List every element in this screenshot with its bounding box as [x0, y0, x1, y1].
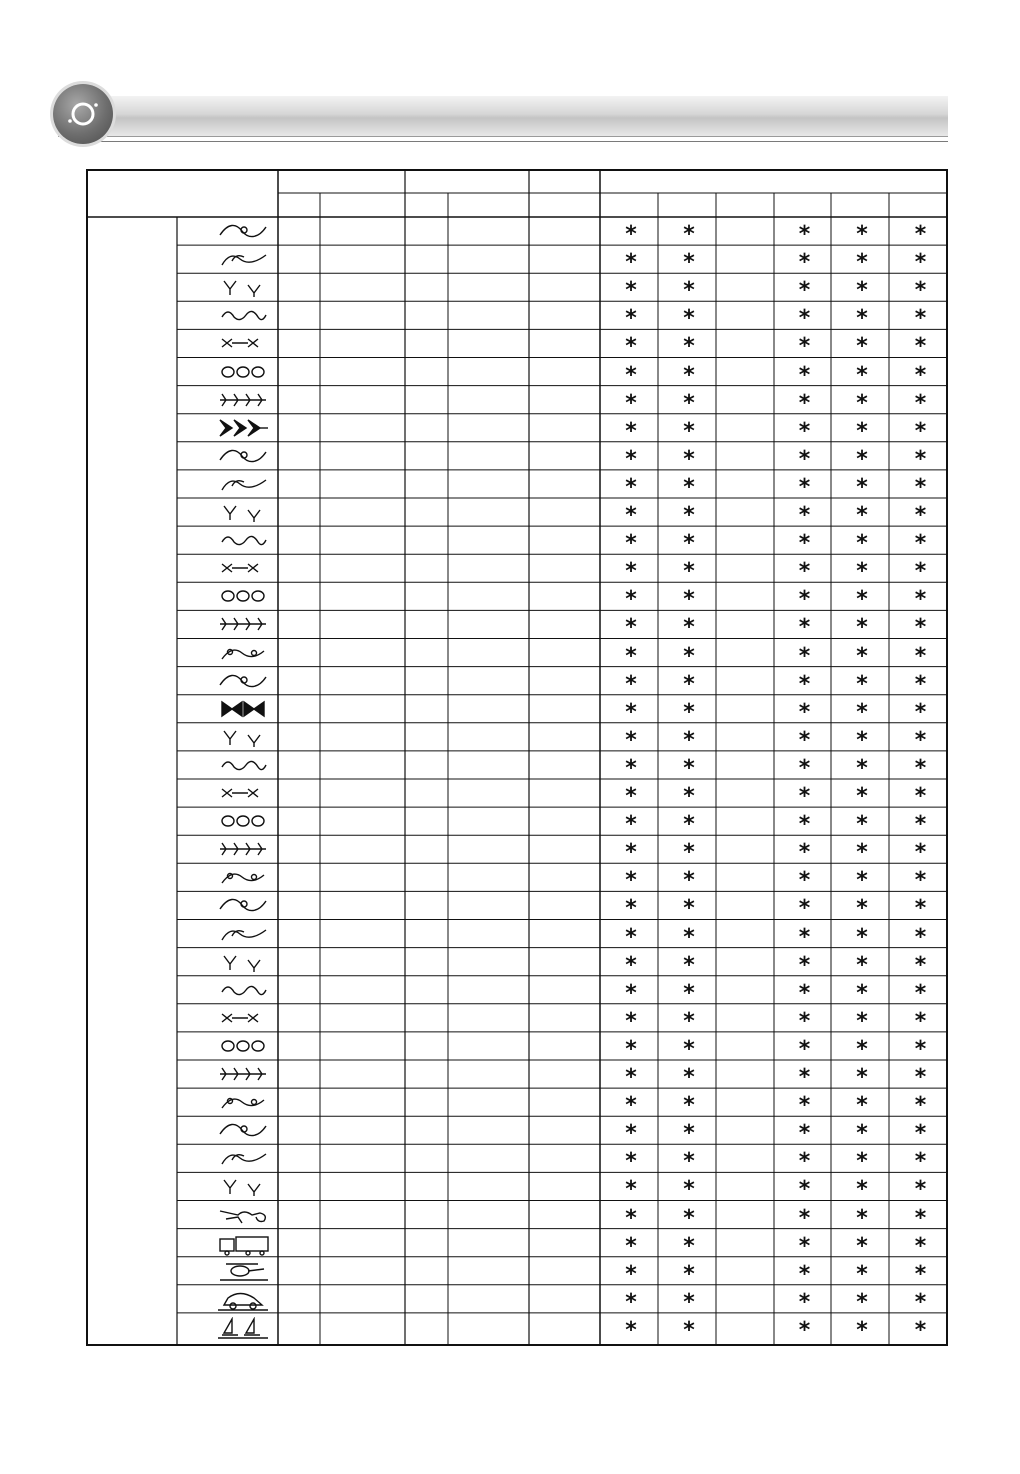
table-cell-mark: *: [798, 1261, 811, 1287]
table-cell-mark: *: [914, 896, 927, 922]
table-cell-mark: *: [914, 418, 927, 444]
table-cell-mark: *: [798, 812, 811, 838]
scroll-border-icon: [218, 1036, 270, 1060]
table-cell-mark: *: [798, 1121, 811, 1147]
table-cell-mark: *: [914, 1121, 927, 1147]
fern-branch-icon: [218, 390, 270, 414]
table-grid: [86, 169, 948, 1346]
table-cell-mark: *: [798, 1008, 811, 1034]
table-cell-mark: *: [625, 1317, 637, 1343]
table-cell-mark: *: [914, 643, 927, 669]
table-cell-mark: *: [856, 559, 868, 585]
table-cell-mark: [737, 758, 757, 780]
table-cell-mark: *: [683, 362, 695, 388]
table-cell-mark: *: [856, 531, 868, 557]
table-cell-mark: *: [625, 896, 637, 922]
table-cell-mark: *: [914, 503, 927, 528]
table-cell-mark: [737, 449, 757, 471]
table-cell-mark: *: [914, 727, 927, 753]
table-cell-mark: [737, 252, 757, 274]
table-cell-mark: *: [856, 362, 868, 388]
table-cell-mark: *: [625, 784, 637, 809]
table-cell-mark: *: [683, 812, 695, 838]
table-cell-mark: *: [914, 362, 927, 388]
table-cell-mark: *: [625, 587, 637, 613]
table-cell-mark: *: [914, 1149, 927, 1175]
flower-vine-icon: [218, 221, 270, 245]
table-cell-mark: *: [683, 334, 695, 360]
table-cell-mark: *: [798, 531, 811, 557]
table-cell-mark: *: [625, 699, 637, 725]
table-cell-mark: [737, 1095, 757, 1117]
arrow-sprout-icon: [218, 277, 270, 301]
table-cell-mark: [737, 955, 757, 977]
table-cell-mark: *: [798, 418, 811, 444]
shamrock-heart-icon: [218, 671, 270, 695]
table-cell-mark: *: [798, 868, 811, 894]
table-cell-mark: *: [683, 1093, 695, 1119]
butterfly-solid-icon: [218, 699, 270, 723]
helicopter-icon: [218, 1261, 270, 1285]
table-cell-mark: [737, 1151, 757, 1173]
sailboat-icon: [218, 1317, 270, 1341]
table-cell-mark: *: [914, 531, 927, 557]
tulip-scallop-icon: [218, 305, 270, 329]
butterfly-outline-icon: [218, 727, 270, 751]
table-cell-mark: *: [914, 1065, 927, 1090]
table-cell-mark: *: [856, 812, 868, 838]
table-cell-mark: *: [683, 1121, 695, 1147]
table-cell-mark: *: [625, 278, 637, 304]
table-cell-mark: *: [625, 474, 637, 500]
truck-icon: [218, 1233, 270, 1257]
bow-arch-icon: [218, 362, 270, 386]
table-cell-mark: *: [914, 334, 927, 360]
table-cell-mark: *: [683, 1065, 695, 1090]
table-cell-mark: [737, 842, 757, 864]
table-cell-mark: *: [683, 222, 695, 247]
table-cell-mark: *: [914, 671, 927, 697]
wheat-leaf-icon: [218, 895, 270, 919]
leaf-pair-icon: [218, 924, 270, 948]
table-cell-mark: *: [914, 924, 927, 950]
table-cell-mark: *: [625, 1233, 637, 1259]
bow-x-icon: [218, 333, 270, 357]
lotus-row-icon: [218, 1120, 270, 1144]
table-cell-mark: *: [625, 503, 637, 528]
table-cell-mark: *: [798, 784, 811, 809]
table-cell-mark: *: [914, 1261, 927, 1287]
table-cell-mark: *: [683, 250, 695, 276]
table-cell-mark: *: [683, 446, 695, 472]
table-cell-mark: *: [625, 755, 637, 781]
table-cell-mark: *: [683, 980, 695, 1006]
table-cell-mark: *: [625, 615, 637, 641]
table-cell-mark: *: [683, 390, 695, 416]
table-cell-mark: *: [914, 699, 927, 725]
table-cell-mark: *: [683, 1289, 695, 1315]
table-cell-mark: *: [914, 784, 927, 809]
table-cell-mark: *: [625, 952, 637, 978]
table-cell-mark: [737, 1011, 757, 1033]
table-cell-mark: *: [625, 1177, 637, 1203]
table-cell-mark: *: [683, 1008, 695, 1034]
table-cell-mark: *: [856, 1177, 868, 1203]
table-cell-mark: *: [625, 1205, 637, 1231]
table-cell-mark: *: [625, 446, 637, 472]
grape-cluster-icon: [218, 811, 270, 835]
table-cell-mark: *: [914, 1205, 927, 1231]
table-cell-mark: *: [798, 727, 811, 753]
table-cell-mark: *: [914, 980, 927, 1006]
table-cell-mark: *: [914, 812, 927, 838]
table-cell-mark: *: [798, 952, 811, 978]
table-cell-mark: [737, 1179, 757, 1201]
table-cell-mark: *: [856, 671, 868, 697]
table-cell-mark: *: [856, 1008, 868, 1034]
table-cell-mark: *: [856, 952, 868, 978]
table-cell-mark: [737, 617, 757, 639]
table-cell-mark: *: [798, 643, 811, 669]
table-cell-mark: *: [914, 474, 927, 500]
table-cell-mark: *: [914, 615, 927, 641]
table-cell-mark: *: [798, 671, 811, 697]
table-cell-mark: *: [856, 418, 868, 444]
table-cell-mark: *: [683, 1149, 695, 1175]
table-cell-mark: *: [625, 222, 637, 247]
table-cell-mark: *: [914, 390, 927, 416]
table-cell-mark: *: [856, 1205, 868, 1231]
table-cell-mark: *: [798, 615, 811, 641]
table-cell-mark: *: [625, 840, 637, 866]
table-cell-mark: [737, 814, 757, 836]
table-cell-mark: *: [683, 727, 695, 753]
table-cell-mark: [737, 1264, 757, 1286]
table-cell-mark: *: [798, 840, 811, 866]
table-cell-mark: [737, 646, 757, 668]
dragon-icon: [218, 1205, 270, 1229]
table-cell-mark: [737, 1292, 757, 1314]
table-cell-mark: *: [625, 362, 637, 388]
table-cell-mark: *: [625, 924, 637, 950]
stitch-pattern-table: [86, 169, 948, 1346]
table-cell-mark: *: [798, 1289, 811, 1315]
table-cell-mark: *: [856, 1261, 868, 1287]
table-cell-mark: *: [625, 1008, 637, 1034]
table-cell-mark: *: [914, 1177, 927, 1203]
tulip-pots-icon: [218, 643, 270, 667]
table-cell-mark: [737, 898, 757, 920]
table-cell-mark: *: [683, 840, 695, 866]
table-cell-mark: *: [798, 699, 811, 725]
table-cell-mark: *: [856, 1121, 868, 1147]
table-cell-mark: *: [683, 1177, 695, 1203]
table-cell-mark: *: [914, 1093, 927, 1119]
bud-chain-icon: [218, 755, 270, 779]
table-cell-mark: *: [856, 784, 868, 809]
table-cell-mark: *: [856, 896, 868, 922]
table-cell-mark: *: [914, 952, 927, 978]
table-cell-mark: *: [683, 1233, 695, 1259]
table-cell-mark: [737, 730, 757, 752]
table-cell-mark: *: [798, 1093, 811, 1119]
disc-icon: [53, 84, 113, 144]
table-cell-mark: *: [856, 306, 868, 332]
table-cell-mark: *: [625, 727, 637, 753]
table-cell-mark: *: [625, 418, 637, 444]
table-cell-mark: *: [683, 868, 695, 894]
table-cell-mark: [737, 1208, 757, 1230]
table-cell-mark: *: [683, 503, 695, 528]
table-cell-mark: *: [914, 250, 927, 276]
table-cell-mark: *: [625, 390, 637, 416]
table-cell-mark: *: [798, 446, 811, 472]
table-cell-mark: *: [856, 643, 868, 669]
table-cell-mark: *: [798, 362, 811, 388]
grass-tuft-icon: [218, 839, 270, 863]
table-cell-mark: *: [798, 306, 811, 332]
lily-vine-icon: [218, 867, 270, 891]
table-cell-mark: *: [914, 1036, 927, 1062]
table-cell-mark: *: [625, 1289, 637, 1315]
table-cell-mark: [737, 786, 757, 808]
table-cell-mark: [737, 421, 757, 443]
table-cell-mark: *: [798, 587, 811, 613]
table-cell-mark: *: [683, 306, 695, 332]
table-cell-mark: [737, 477, 757, 499]
table-cell-mark: *: [856, 1317, 868, 1343]
table-cell-mark: *: [625, 531, 637, 557]
table-cell-mark: *: [625, 1093, 637, 1119]
table-cell-mark: *: [856, 755, 868, 781]
table-cell-mark: *: [856, 474, 868, 500]
table-cell-mark: *: [683, 587, 695, 613]
table-cell-mark: *: [625, 1149, 637, 1175]
table-cell-mark: *: [856, 980, 868, 1006]
table-cell-mark: *: [856, 699, 868, 725]
wave-loop-icon: [218, 1064, 270, 1088]
blossom-row-icon: [218, 1148, 270, 1172]
heart-leaf-icon: [218, 1092, 270, 1116]
table-cell-mark: *: [798, 474, 811, 500]
table-cell-mark: *: [856, 503, 868, 528]
table-cell-mark: [737, 870, 757, 892]
table-cell-mark: *: [683, 559, 695, 585]
table-cell-mark: *: [625, 1261, 637, 1287]
rose-vine-icon: [218, 586, 270, 610]
table-cell-mark: *: [625, 559, 637, 585]
table-cell-mark: *: [798, 390, 811, 416]
table-cell-mark: [737, 393, 757, 415]
tulip-garland-icon: [218, 474, 270, 498]
table-cell-mark: *: [914, 1317, 927, 1343]
table-cell-mark: *: [798, 1317, 811, 1343]
leaf-spiral-icon: [218, 783, 270, 807]
car-icon: [218, 1289, 270, 1313]
table-cell-mark: *: [914, 840, 927, 866]
section-badge: [53, 84, 113, 144]
table-cell-mark: *: [914, 222, 927, 247]
table-cell-mark: *: [683, 755, 695, 781]
table-cell-mark: *: [914, 306, 927, 332]
table-cell-mark: *: [798, 1065, 811, 1090]
flower-trio-icon: [218, 558, 270, 582]
table-cell-mark: *: [856, 868, 868, 894]
table-cell-mark: *: [856, 840, 868, 866]
table-cell-mark: [737, 561, 757, 583]
table-cell-mark: *: [683, 643, 695, 669]
table-cell-mark: *: [914, 587, 927, 613]
table-cell-mark: *: [798, 1036, 811, 1062]
table-cell-mark: *: [683, 924, 695, 950]
table-cell-mark: *: [683, 418, 695, 444]
table-cell-mark: *: [683, 1036, 695, 1062]
table-cell-mark: [737, 589, 757, 611]
table-cell-mark: *: [856, 1289, 868, 1315]
table-cell-mark: [737, 1320, 757, 1342]
table-cell-mark: *: [683, 474, 695, 500]
table-cell-mark: *: [683, 699, 695, 725]
table-cell-mark: *: [856, 334, 868, 360]
table-cell-mark: *: [683, 1261, 695, 1287]
table-cell-mark: *: [625, 306, 637, 332]
table-cell-mark: *: [625, 1121, 637, 1147]
table-cell-mark: *: [683, 1205, 695, 1231]
table-cell-mark: *: [856, 1149, 868, 1175]
table-cell-mark: *: [798, 334, 811, 360]
table-cell-mark: *: [856, 250, 868, 276]
table-cell-mark: [737, 702, 757, 724]
table-cell-mark: *: [798, 1149, 811, 1175]
table-cell-mark: [737, 674, 757, 696]
leaf-bud-icon: [218, 530, 270, 554]
table-cell-mark: [737, 280, 757, 302]
daisy-chain-icon: [218, 980, 270, 1004]
leaf-swirl-icon: [218, 249, 270, 273]
table-cell-mark: [737, 224, 757, 246]
table-cell-mark: *: [798, 980, 811, 1006]
table-cell-mark: [737, 533, 757, 555]
table-cell-mark: *: [856, 390, 868, 416]
table-cell-mark: [737, 365, 757, 387]
table-cell-mark: *: [625, 980, 637, 1006]
table-cell-mark: *: [798, 755, 811, 781]
table-cell-mark: *: [856, 1065, 868, 1090]
leaf-arrow-icon: [218, 952, 270, 976]
table-cell-mark: *: [683, 784, 695, 809]
table-cell-mark: *: [914, 755, 927, 781]
table-cell-mark: *: [683, 671, 695, 697]
table-cell-mark: [737, 336, 757, 358]
table-cell-mark: *: [798, 222, 811, 247]
table-cell-mark: [737, 1123, 757, 1145]
table-cell-mark: *: [856, 1093, 868, 1119]
table-cell-mark: *: [625, 868, 637, 894]
table-cell-mark: *: [798, 896, 811, 922]
table-cell-mark: [737, 927, 757, 949]
table-cell-mark: *: [798, 559, 811, 585]
table-cell-mark: *: [798, 1205, 811, 1231]
table-cell-mark: *: [856, 446, 868, 472]
table-cell-mark: [737, 505, 757, 527]
table-cell-mark: *: [683, 896, 695, 922]
table-cell-mark: *: [625, 643, 637, 669]
table-cell-mark: *: [856, 278, 868, 304]
table-cell-mark: *: [625, 812, 637, 838]
table-cell-mark: *: [914, 1289, 927, 1315]
solid-chevron-icon: [218, 418, 270, 442]
table-cell-mark: *: [856, 1233, 868, 1259]
petal-dash-icon: [218, 446, 270, 470]
table-cell-mark: *: [798, 503, 811, 528]
table-cell-mark: *: [856, 222, 868, 247]
table-cell-mark: *: [798, 924, 811, 950]
table-cell-mark: *: [798, 1233, 811, 1259]
table-cell-mark: *: [856, 1036, 868, 1062]
table-cell-mark: *: [625, 1065, 637, 1090]
table-cell-mark: *: [625, 334, 637, 360]
header-rule: [100, 141, 948, 142]
table-cell-mark: *: [683, 278, 695, 304]
table-cell-mark: [737, 983, 757, 1005]
table-cell-mark: *: [798, 250, 811, 276]
swirl-grid-icon: [218, 1176, 270, 1200]
table-cell-mark: [737, 308, 757, 330]
table-cell-mark: *: [798, 1177, 811, 1203]
table-cell-mark: *: [683, 531, 695, 557]
section-header-band: [58, 96, 948, 137]
table-cell-mark: *: [914, 1233, 927, 1259]
table-cell-mark: *: [683, 952, 695, 978]
table-cell-mark: *: [914, 559, 927, 585]
table-cell-mark: *: [625, 671, 637, 697]
table-cell-mark: *: [856, 587, 868, 613]
table-cell-mark: *: [798, 278, 811, 304]
table-cell-mark: [737, 1039, 757, 1061]
table-cell-mark: *: [625, 1036, 637, 1062]
table-cell-mark: *: [625, 250, 637, 276]
table-cell-mark: *: [856, 615, 868, 641]
rose-stem-icon: [218, 614, 270, 638]
flower-basket-icon: [218, 502, 270, 526]
table-cell-mark: *: [914, 446, 927, 472]
table-cell-mark: *: [914, 868, 927, 894]
table-cell-mark: [737, 1067, 757, 1089]
table-cell-mark: *: [914, 278, 927, 304]
table-cell-mark: *: [856, 924, 868, 950]
bead-chain-icon: [218, 1008, 270, 1032]
table-cell-mark: *: [856, 727, 868, 753]
table-cell-mark: *: [914, 1008, 927, 1034]
table-cell-mark: [737, 1236, 757, 1258]
table-cell-mark: *: [683, 615, 695, 641]
table-cell-mark: *: [683, 1317, 695, 1343]
